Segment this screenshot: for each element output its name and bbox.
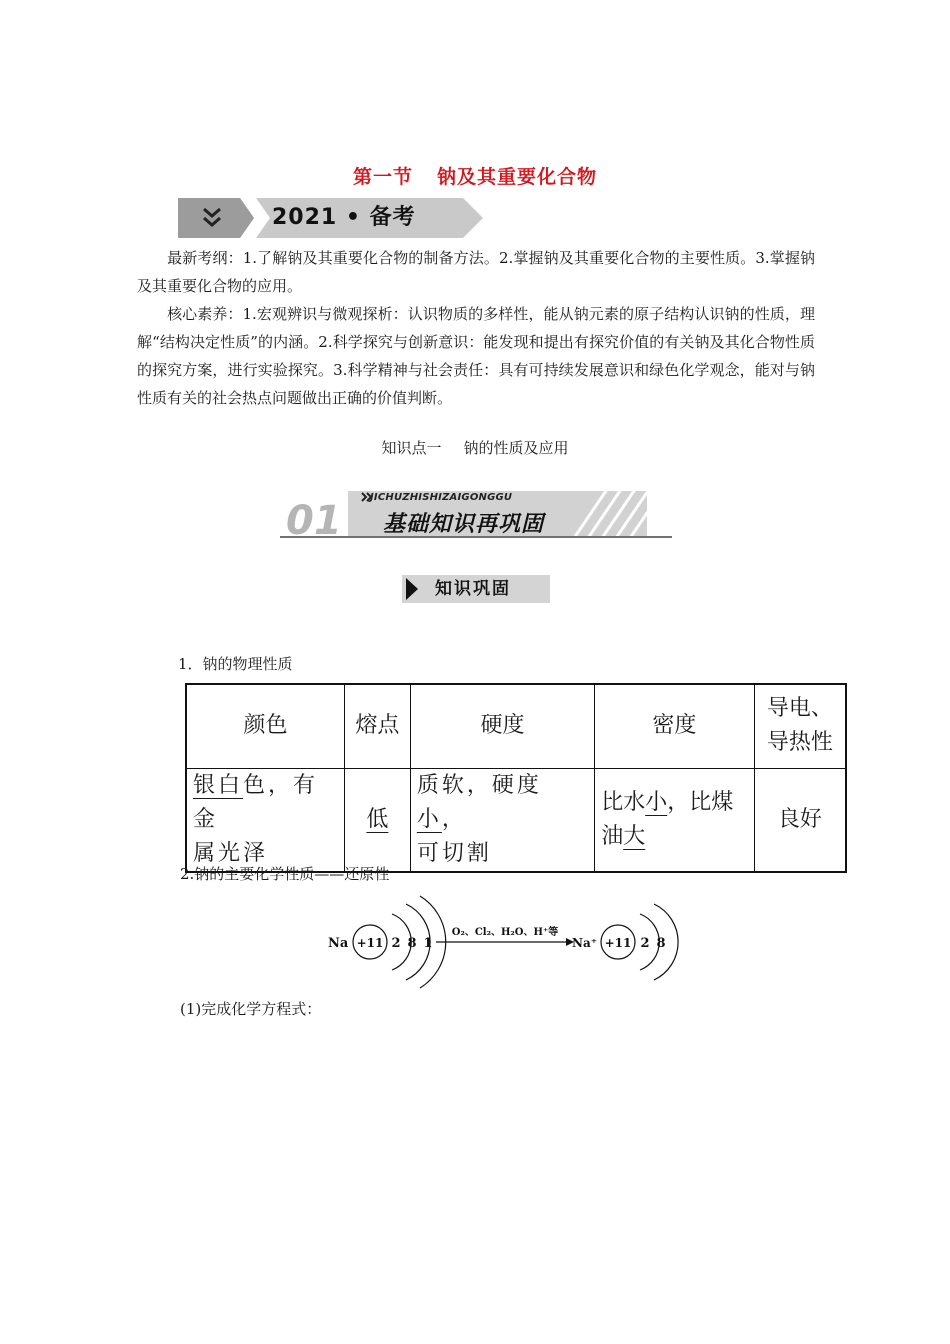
answer-density-less: 小 bbox=[645, 789, 668, 815]
cell-conductivity: 良好 bbox=[754, 768, 846, 872]
section-title: 钠及其重要化合物 bbox=[437, 166, 598, 188]
na-ion-nucleus-charge: +11 bbox=[604, 936, 632, 950]
na-ion-shell-2-count: 8 bbox=[656, 936, 666, 951]
answer-silver-white: 银白 bbox=[193, 772, 244, 798]
page-title bbox=[0, 162, 950, 189]
knowledge-point-label: 知识点一 bbox=[381, 439, 442, 457]
equation-subheading: (1)完成化学方程式： bbox=[180, 1000, 322, 1018]
cell-color: 银白色，有金 属光泽 bbox=[186, 768, 345, 872]
answer-low: 低 bbox=[366, 806, 389, 832]
header-melting: 熔点 bbox=[345, 684, 411, 768]
na-ion-shell-1-count: 2 bbox=[640, 936, 650, 951]
knowledge-point-title: 钠的性质及应用 bbox=[463, 439, 569, 457]
sub-banner-label: 知识巩固 bbox=[435, 579, 511, 599]
cell-melting bbox=[345, 768, 411, 872]
na-nucleus-charge: +11 bbox=[356, 936, 384, 950]
syllabus-text: 最新考纲：1.了解钠及其重要化合物的制备方法。2.掌握钠及其重要化合物的主要性质。3.掌握钠及其重要化合物的应用。 bbox=[137, 249, 815, 295]
header-color: 颜色 bbox=[186, 684, 345, 768]
physical-heading: 1．钠的物理性质 bbox=[178, 655, 293, 673]
section-01-pinyin: JICHUZHISHIZAIGONGGU bbox=[370, 492, 513, 503]
table-header-row bbox=[186, 684, 846, 768]
literacy-text: 核心素养：1.宏观辨识与微观探析：认识物质的多样性，能从钠元素的原子结构认识钠的性质，理解“结构决定性质”的内涵。2.科学探究与创新意识：能发现和提出有探究价值的有关钠及其化合物性质的探究方案，进行实验探究。3.科学精神与社会责任：具有可持续发展意识和绿色化学观念，能对与钠性质有关的社会热点问题做出正确的价值判断。 bbox=[137, 305, 815, 407]
answer-density-greater: 大 bbox=[623, 823, 646, 849]
na-ion-symbol: Na⁺ bbox=[572, 936, 598, 950]
cell-density: 比水小，比煤 油大 bbox=[595, 768, 754, 872]
na-shell-3-count: 1 bbox=[423, 936, 433, 951]
section-01-title: 基础知识再巩固 bbox=[383, 512, 545, 537]
table-row bbox=[186, 768, 846, 872]
cell-hardness: 质软，硬度小， 可切割 bbox=[410, 768, 594, 872]
syllabus-paragraph bbox=[137, 244, 815, 300]
prep-banner-label: 2021 • 备考 bbox=[272, 205, 416, 230]
section-01-number: 01 bbox=[286, 498, 342, 541]
answer-small-hardness: 小 bbox=[416, 806, 442, 832]
na-symbol: Na bbox=[328, 936, 349, 951]
knowledge-point-heading bbox=[0, 437, 950, 458]
header-density: 密度 bbox=[595, 684, 754, 768]
chemical-heading: 2.钠的主要化学性质——还原性 bbox=[180, 865, 390, 883]
header-hardness: 硬度 bbox=[410, 684, 594, 768]
physical-properties-table bbox=[185, 683, 847, 873]
section-number: 第一节 bbox=[352, 166, 413, 188]
reaction-reagents: O₂、Cl₂、H₂O、H⁺等 bbox=[451, 927, 559, 938]
literacy-paragraph bbox=[137, 300, 815, 412]
atomic-structure-diagram bbox=[320, 890, 680, 990]
na-shell-1-count: 2 bbox=[391, 936, 401, 951]
na-shell-2-count: 8 bbox=[407, 936, 417, 951]
header-conductivity: 导电、导热性 bbox=[754, 684, 846, 768]
